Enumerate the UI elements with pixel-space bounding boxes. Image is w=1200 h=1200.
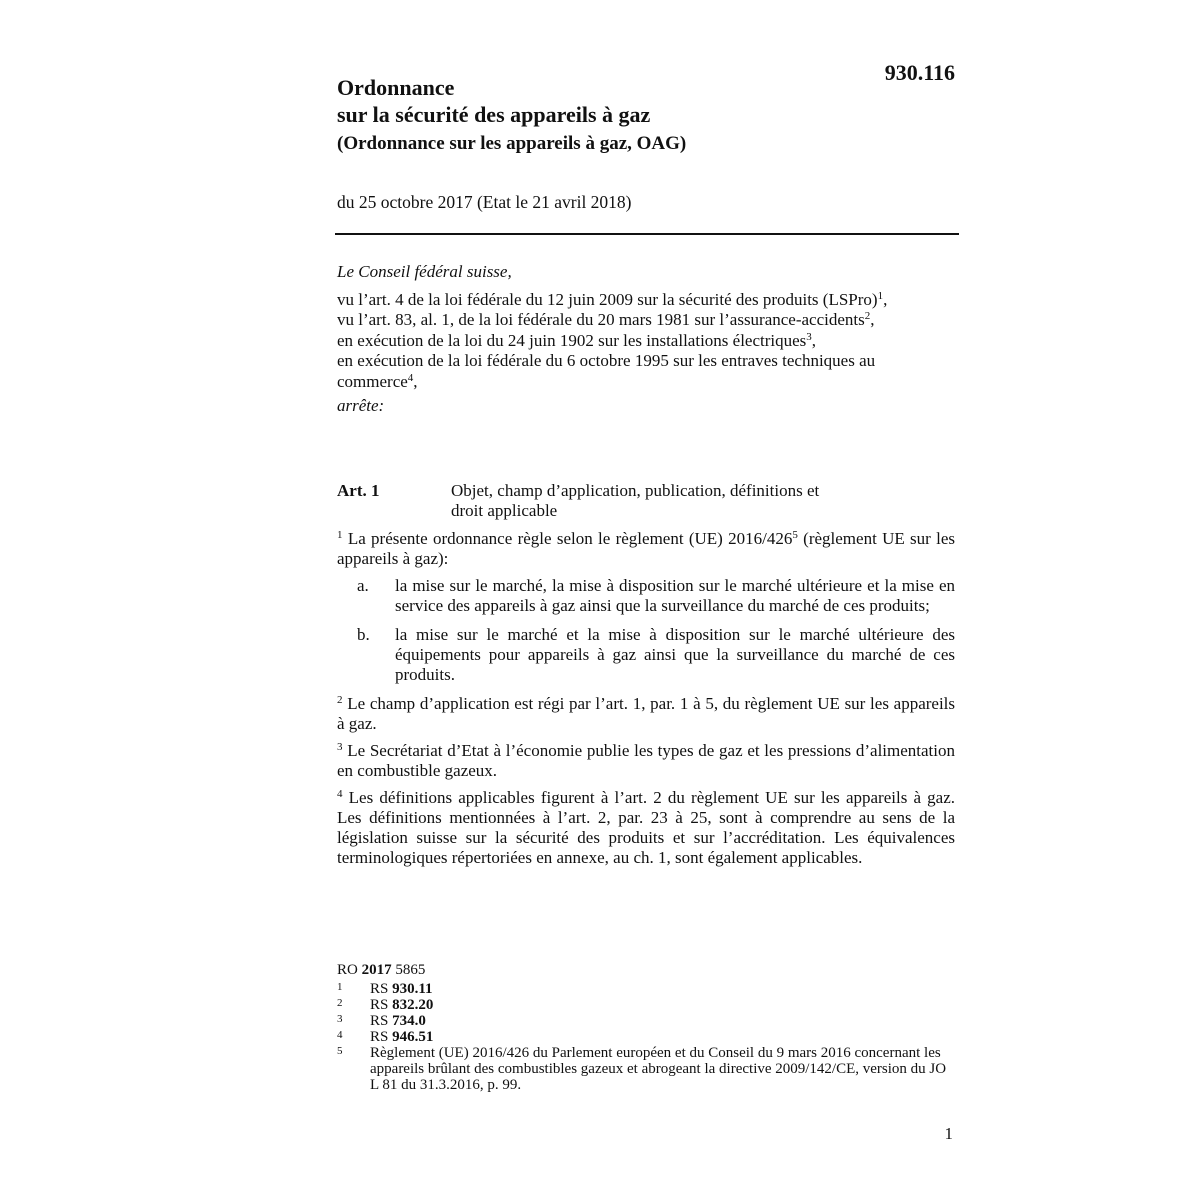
paragraph-text: Le champ d’application est régi par l’art. 1, par. 1 à 5, du règlement UE sur les appareils à gaz. (337, 694, 956, 733)
list-item (337, 576, 955, 616)
preamble-line-tail: , (413, 371, 418, 391)
article-label: Art. 1 (337, 481, 380, 500)
paragraph-text: La présente ordonnance règle selon le règlement (UE) 2016/426 (347, 529, 793, 548)
footnote-ref-number[interactable]: 930.11 (392, 981, 433, 997)
preamble-line (337, 351, 957, 392)
footnote-text: Règlement (UE) 2016/426 du Parlement européen et du Conseil du 9 mars 2016 concernant les appareils brûlant des combustibles gazeux et abrogeant la directive 2009/142/CE, version du JO L 81 du 31.3.2016, p. 99. (370, 1045, 947, 1093)
footnote-ref[interactable]: 5 (792, 529, 798, 541)
paragraph-number: 1 (337, 529, 343, 541)
list-marker: b. (357, 625, 370, 644)
footnote-number: 2 (337, 997, 343, 1009)
footnote (337, 997, 957, 1013)
footnote-prefix: RS (370, 997, 389, 1013)
footnote-ref[interactable]: 3 (806, 330, 812, 343)
date-line: du 25 octobre 2017 (Etat le 21 avril 2018) (337, 192, 632, 212)
paragraph-text: (règlement UE sur les appareils à gaz): (337, 529, 956, 568)
article-subject-line: droit applicable (451, 501, 558, 520)
ro-year: 2017 (361, 962, 392, 978)
footnote (337, 1013, 957, 1029)
footnote-prefix: RS (370, 1013, 389, 1029)
title-line-1: Ordonnance (337, 75, 455, 100)
preamble-line-text: en exécution de la loi fédérale du 6 octobre 1995 sur les entraves techniques au commerce (337, 351, 876, 391)
paragraph-number: 3 (337, 741, 343, 753)
ro-prefix: RO (337, 962, 358, 978)
footnote-ref[interactable]: 2 (864, 310, 871, 322)
footnote-number: 1 (337, 981, 343, 993)
article-paragraph (337, 694, 955, 734)
footnote-number: 5 (337, 1045, 343, 1057)
title-line-2: sur la sécurité des appareils à gaz (337, 102, 651, 127)
footnote-ref[interactable]: 4 (407, 371, 414, 384)
footnote-number: 4 (337, 1029, 343, 1041)
footnote-ref[interactable]: 1 (877, 289, 884, 302)
list-item-text: la mise sur le marché, la mise à disposition sur le marché ultérieure et la mise en service des appareils à gaz ainsi que la surveillance du marché de ces produits; (395, 576, 955, 615)
paragraph-text: Le Secrétariat d’Etat à l’économie publie les types de gaz et les pressions d’alimentation en combustible gazeux. (337, 741, 956, 780)
preamble-line-tail: , (883, 289, 888, 309)
ro-reference (337, 962, 957, 978)
preamble (337, 262, 957, 417)
title-short-name: (Ordonnance sur les appareils à gaz, OAG) (337, 133, 687, 154)
preamble-line (337, 290, 957, 311)
preamble-line-tail: , (870, 310, 875, 329)
preamble-line-text: vu l’art. 83, al. 1, de la loi fédérale du 20 mars 1981 sur l’assurance-accidents (337, 310, 865, 329)
title-divider (335, 233, 959, 235)
list-item (337, 625, 955, 685)
article-paragraph (337, 529, 955, 569)
list-marker: a. (357, 576, 369, 595)
paragraph-number: 4 (337, 788, 343, 800)
preamble-line (337, 331, 957, 352)
ro-page: 5865 (395, 962, 426, 978)
article-paragraph (337, 788, 955, 868)
document-title (337, 74, 897, 158)
page-number: 1 (944, 1124, 953, 1143)
footnote-ref-number[interactable]: 734.0 (392, 1013, 426, 1029)
preamble-line-text: vu l’art. 4 de la loi fédérale du 12 juin 2009 sur la sécurité des produits (LSPro) (337, 289, 878, 309)
footnote (337, 1029, 957, 1045)
article-body (337, 529, 955, 875)
article-list (337, 576, 955, 685)
paragraph-text: Les définitions applicables figurent à l’art. 2 du règlement UE sur les appareils à gaz. Les définitions mentionnées à l’art. 2, par. 23 à 25, sont à comprendre au sens de la législation suisse sur la sécurité des produits et sur l’accréditation. Les équivalences terminologiques répertoriées en annexe, au ch. 1, sont également applicables. (337, 788, 955, 867)
footnote-number: 3 (337, 1013, 343, 1025)
paragraph-number: 2 (337, 694, 343, 706)
preamble-issuer: Le Conseil fédéral suisse, (337, 262, 512, 281)
article-subject (451, 481, 871, 521)
list-item-text: la mise sur le marché et la mise à disposition sur le marché ultérieure des équipements pour appareils à gaz ainsi que la surveillance du marché de ces produits. (395, 625, 955, 684)
footnote (337, 981, 957, 997)
sr-number: 930.116 (884, 60, 955, 85)
footnote-prefix: RS (370, 1029, 389, 1045)
footnote-ref-number[interactable]: 832.20 (392, 997, 434, 1013)
footnote (337, 1045, 957, 1093)
footnotes (337, 962, 957, 1093)
article-subject-line: Objet, champ d’application, publication, définitions et (451, 481, 820, 500)
preamble-decree: arrête: (337, 396, 385, 415)
footnote-prefix: RS (370, 981, 389, 997)
article-paragraph (337, 741, 955, 781)
footnote-ref-number[interactable]: 946.51 (392, 1029, 434, 1045)
preamble-line (337, 310, 957, 331)
preamble-line-tail: , (811, 330, 817, 350)
preamble-line-text: en exécution de la loi du 24 juin 1902 sur les installations électriques (337, 330, 807, 350)
